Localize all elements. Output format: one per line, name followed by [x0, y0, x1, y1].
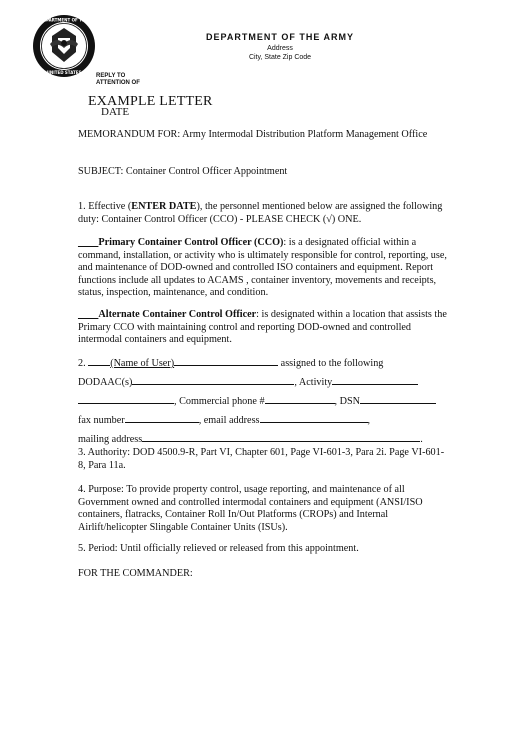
paragraph-2-line [78, 356, 450, 371]
mailing-address-line [78, 432, 450, 447]
name-blank-right[interactable] [174, 356, 278, 366]
paragraph-5: 5. Period: Until officially relieved or released from this appointment. [78, 543, 359, 554]
mailing-address-field[interactable] [142, 432, 420, 442]
name-of-user-field[interactable]: (Name of User) [110, 358, 175, 369]
email-field[interactable] [260, 413, 368, 423]
paragraph-4: 4. Purpose: To provide property control, usage reporting, and maintenance of all Government owned and controlled intermodal containers and equipment (ANSI/ISO containers, flatracks, Container Roll In/Out Platforms (CROPs) and Internal Airlift/helicopter Slingable Container Units (ISUs). [78, 484, 423, 533]
dsn-label: , DSN [334, 396, 361, 407]
dodaac-field[interactable] [132, 375, 294, 385]
fax-email-line [78, 413, 450, 428]
phone-line [78, 394, 450, 409]
p2-number: 2. [78, 358, 86, 369]
mailing-period: . [420, 434, 423, 445]
enter-date-placeholder[interactable]: ENTER DATE [131, 201, 197, 212]
svg-text:UNITED STATES: UNITED STATES [46, 70, 82, 75]
p1-start: 1. Effective ( [78, 201, 132, 212]
primary-cco-title: Primary Container Control Officer (CCO) [98, 237, 284, 248]
primary-cco-text: : is a designated official within a command, installation, or activity who is ultimately responsible for control, reporting, use, and maintenance of DOD-owned and controlled ISO containers and equipment. Report functions include all updates to ACAMS , container inventory, movements and receipts, status, inspection, maintenance, and condition. [78, 237, 447, 298]
assigned-text: assigned to the following [280, 358, 384, 369]
email-comma: , [367, 415, 371, 426]
fax-number-field[interactable] [125, 413, 199, 423]
address-line: Address [267, 45, 293, 52]
memorandum-line: MEMORANDUM FOR: Army Intermodal Distribution Platform Management Office [78, 129, 428, 140]
alternate-cco-text: : is designated within a location that assists the Primary CCO with maintaining control and reporting DOD-owned and controlled intermodal containers and equipment. [78, 309, 447, 345]
paragraph-1 [78, 201, 450, 226]
commercial-phone-field[interactable] [265, 394, 335, 404]
mailing-address-label: mailing address [78, 434, 143, 445]
alternate-cco-title: Alternate Container Control Officer [98, 309, 257, 320]
reply-to-text: REPLY TO [96, 73, 126, 79]
dodaac-label: DODAAC(s) [78, 377, 133, 388]
paragraph-3: 3. Authority: DOD 4500.9-R, Part VI, Chapter 601, Page VI-601-3, Para 2i. Page VI-601-8, Para 11a. [78, 447, 445, 471]
reply-to-label [96, 73, 140, 87]
commercial-phone-label: , Commercial phone # [174, 396, 265, 407]
primary-cco-paragraph [78, 237, 450, 300]
alternate-check-blank[interactable]: ____ [78, 309, 99, 320]
fax-number-label: fax number [78, 415, 125, 426]
closing-line: FOR THE COMMANDER: [78, 568, 193, 579]
activity-field[interactable] [332, 375, 418, 385]
example-letter-label: EXAMPLE LETTER [88, 94, 213, 109]
p1-end: ), the personnel mentioned below are assigned the following duty: Container Control Officer (CCO) - PLEASE CHECK (√) ONE. [78, 201, 443, 225]
svg-text:DEPARTMENT OF THE: DEPARTMENT OF THE [40, 17, 88, 23]
name-blank-left[interactable] [88, 356, 110, 366]
attention-of-text: ATTENTION OF [96, 80, 140, 86]
date-label: DATE [101, 106, 130, 118]
primary-check-blank[interactable]: ____ [78, 237, 99, 248]
email-label: , email address [198, 415, 260, 426]
dodaac-line [78, 375, 450, 390]
activity-continued-field[interactable] [78, 394, 174, 404]
dsn-field[interactable] [360, 394, 436, 404]
alternate-cco-paragraph [78, 309, 450, 347]
activity-label: , Activity [294, 377, 333, 388]
city-state-zip: City, State Zip Code [248, 54, 312, 61]
subject-line: SUBJECT: Container Control Officer Appointment [78, 166, 288, 177]
department-title: DEPARTMENT OF THE ARMY [206, 32, 354, 42]
